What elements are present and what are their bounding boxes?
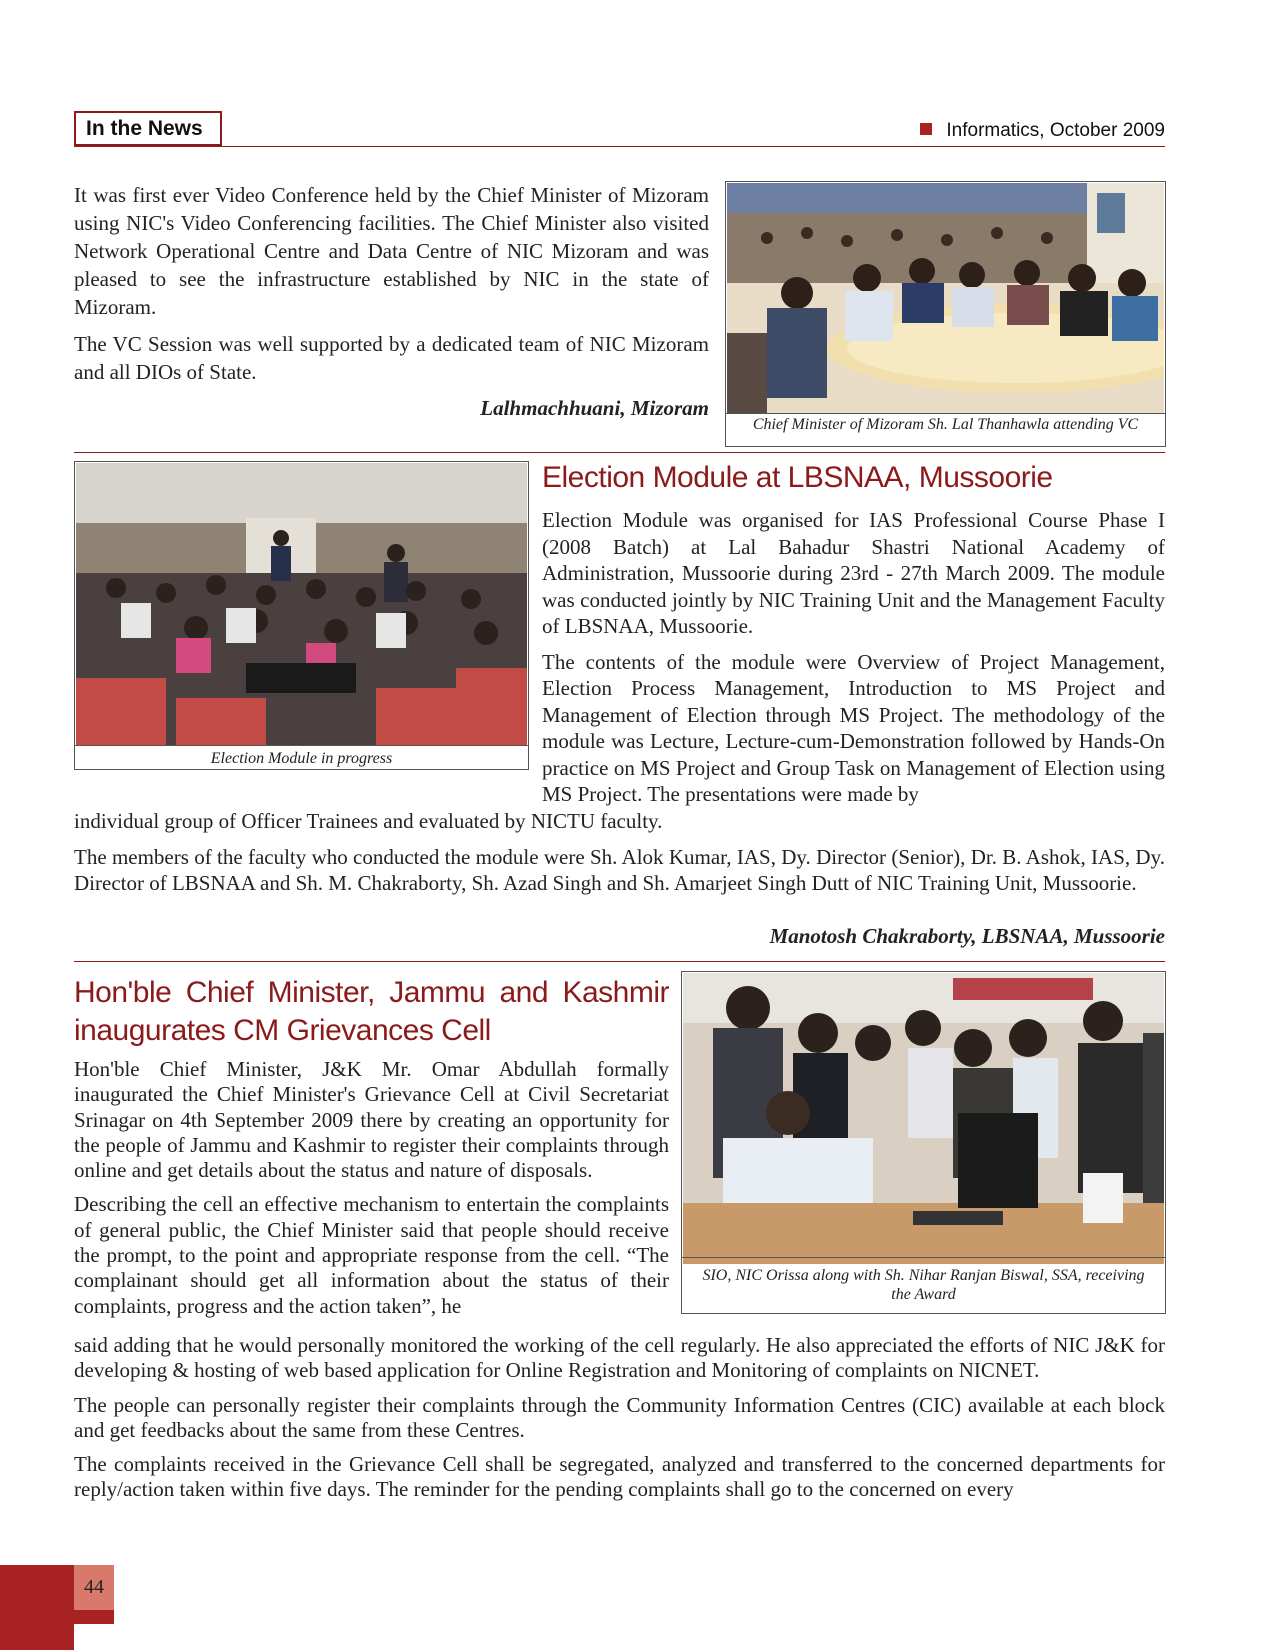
story3-paragraph: The complaints received in the Grievance Cell shall be segregated, analyzed and transferred to the concerned departments for reply/action taken within five days. The reminder for the pending complaints shall go to the concerned on every <box>74 1452 1165 1502</box>
caption-divider <box>725 413 1166 414</box>
story1-photo-frame <box>725 181 1166 447</box>
story1-signature: Lalhmachhuani, Mizoram <box>480 396 709 420</box>
story3-text-full <box>74 1333 1165 1503</box>
grievance-cell-photo <box>683 973 1164 1264</box>
page-number: 44 <box>74 1565 114 1610</box>
story2-headline: Election Module at LBSNAA, Mussoorie <box>542 461 1053 494</box>
section-divider <box>74 452 1165 453</box>
story3-paragraph: Describing the cell an effective mechanism to entertain the complaints of general public, the Chief Minister said that people should receive the prompt, to the point and appropriate response from the cell. “The complainant should get all information about the status of their complaints, progress and the action taken”, he <box>74 1192 669 1318</box>
caption-divider <box>681 1257 1166 1258</box>
issue-text: Informatics, October 2009 <box>946 120 1165 141</box>
story3-text-column <box>74 1057 669 1319</box>
election-module-photo <box>76 463 527 746</box>
video-conference-photo <box>727 183 1164 414</box>
story3-photo-caption: SIO, NIC Orissa along with Sh. Nihar Ranjan Biswal, SSA, receiving the Award <box>702 1267 1145 1303</box>
story2-text-full <box>74 808 1165 897</box>
story1-paragraph: The VC Session was well supported by a dedicated team of NIC Mizoram and all DIOs of State. <box>74 332 709 384</box>
story2-paragraph: individual group of Officer Trainees and evaluated by NICTU faculty. <box>74 809 663 833</box>
story2-paragraph: Election Module was organised for IAS Professional Course Phase I (2008 Batch) at Lal Bahadur Shastri National Academy of Administration, Mussoorie during 23rd - 27th March 2009. The module was conducted jointly by NIC Training Unit and the Management Faculty of LBSNAA, Mussoorie. <box>542 508 1165 638</box>
story3-paragraph: said adding that he would personally monitored the working of the cell regularly. He also appreciated the efforts of NIC J&K for developing & hosting of web based application for Online Registration and Monitoring of complaints on NICNET. <box>74 1333 1165 1383</box>
caption-divider <box>74 745 529 746</box>
header-rule <box>74 146 1165 147</box>
page-corner-bar <box>74 1610 114 1624</box>
red-square-icon <box>920 123 932 135</box>
story1-paragraph: It was first ever Video Conference held by the Chief Minister of Mizoram using NIC's Video Conferencing facilities. The Chief Minister also visited Network Operational Centre and Data Centre of NIC Mizoram and was pleased to see the infrastructure established by NIC in the state of Mizoram. <box>74 183 709 319</box>
story2-paragraph: The members of the faculty who conducted the module were Sh. Alok Kumar, IAS, Dy. Director (Senior), Dr. B. Ashok, IAS, Dy. Director of LBSNAA and Sh. M. Chakraborty, Sh. Azad Singh and Sh. Amarjeet Singh Dutt of NIC Training Unit, Mussoorie. <box>74 844 1165 895</box>
page-corner-block <box>0 1565 74 1650</box>
story2-photo-caption: Election Module in progress <box>210 750 393 767</box>
story3-paragraph: The people can personally register their complaints through the Community Information Centres (CIC) available at each block and get feedbacks about the same from these Centres. <box>74 1392 1165 1442</box>
story3-paragraph: Hon'ble Chief Minister, J&K Mr. Omar Abdullah formally inaugurated the Chief Minister's Grievance Cell at Civil Secretariat Srinagar on 4th September 2009 there by creating an opportunity for the people of Jammu and Kashmir to register their complaints through online and get details about the status and nature of disposals. <box>74 1057 669 1183</box>
issue-label <box>920 120 1165 142</box>
story2-photo-frame <box>74 461 529 770</box>
story2-paragraph: The contents of the module were Overview of Project Management, Election Process Management, Introduction to MS Project and Management of Election through MS Project. The methodology of the module was Lecture, Lecture-cum-Demonstration followed by Hands-On practice on MS Project and Group Task on Management of Election using MS Project. The presentations were made by <box>542 649 1165 806</box>
story1-photo-caption: Chief Minister of Mizoram Sh. Lal Thanhawla attending VC <box>752 416 1139 433</box>
story3-photo-frame <box>681 971 1166 1314</box>
story2-text-column <box>542 507 1165 808</box>
story1-text <box>74 181 709 386</box>
story2-signature: Manotosh Chakraborty, LBSNAA, Mussoorie <box>769 924 1165 948</box>
section-tag: In the News <box>74 111 222 146</box>
section-divider <box>74 961 1165 962</box>
story3-headline: Hon'ble Chief Minister, Jammu and Kashmir inaugurates CM Grievances Cell <box>74 976 669 1047</box>
